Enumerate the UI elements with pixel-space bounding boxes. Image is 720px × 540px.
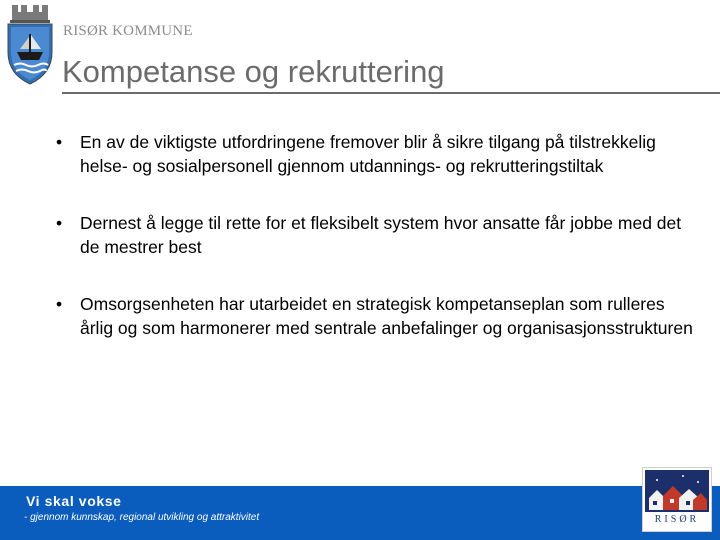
bullet-text: En av de viktigste utfordringene fremover blir å sikre tilgang på tilstrekkelig helse- og sosialpersonell gjennom utdannings- og rekrutteringstiltak xyxy=(80,132,656,176)
coat-of-arms-icon xyxy=(4,2,56,86)
bullet-item xyxy=(56,293,696,340)
bullet-dot-icon: • xyxy=(56,294,63,314)
footer-slogan: Vi skal vokse xyxy=(26,493,122,509)
page-title: Kompetanse og rekruttering xyxy=(62,54,445,89)
title-divider xyxy=(62,92,720,94)
bullet-item xyxy=(56,131,696,178)
bullet-list xyxy=(56,131,696,374)
risor-town-logo-icon xyxy=(642,467,712,532)
footer-bar xyxy=(0,486,720,540)
bullet-text: Dernest å legge til rette for et fleksibelt system hvor ansatte får jobbe med det de mestrer best xyxy=(80,213,682,257)
bullet-item xyxy=(56,212,696,259)
bullet-dot-icon: • xyxy=(56,132,63,152)
footer-subslogan: - gjennom kunnskap, regional utvikling og attraktivitet xyxy=(24,512,260,523)
bullet-dot-icon: • xyxy=(56,213,63,233)
logo-wordmark: RISØR xyxy=(654,514,700,525)
organization-name: RISØR KOMMUNE xyxy=(63,23,193,39)
bullet-text: Omsorgsenheten har utarbeidet en strategisk kompetanseplan som rulleres årlig og som harmonerer med sentrale anbefalinger og organisasjonsstrukturen xyxy=(80,294,693,338)
